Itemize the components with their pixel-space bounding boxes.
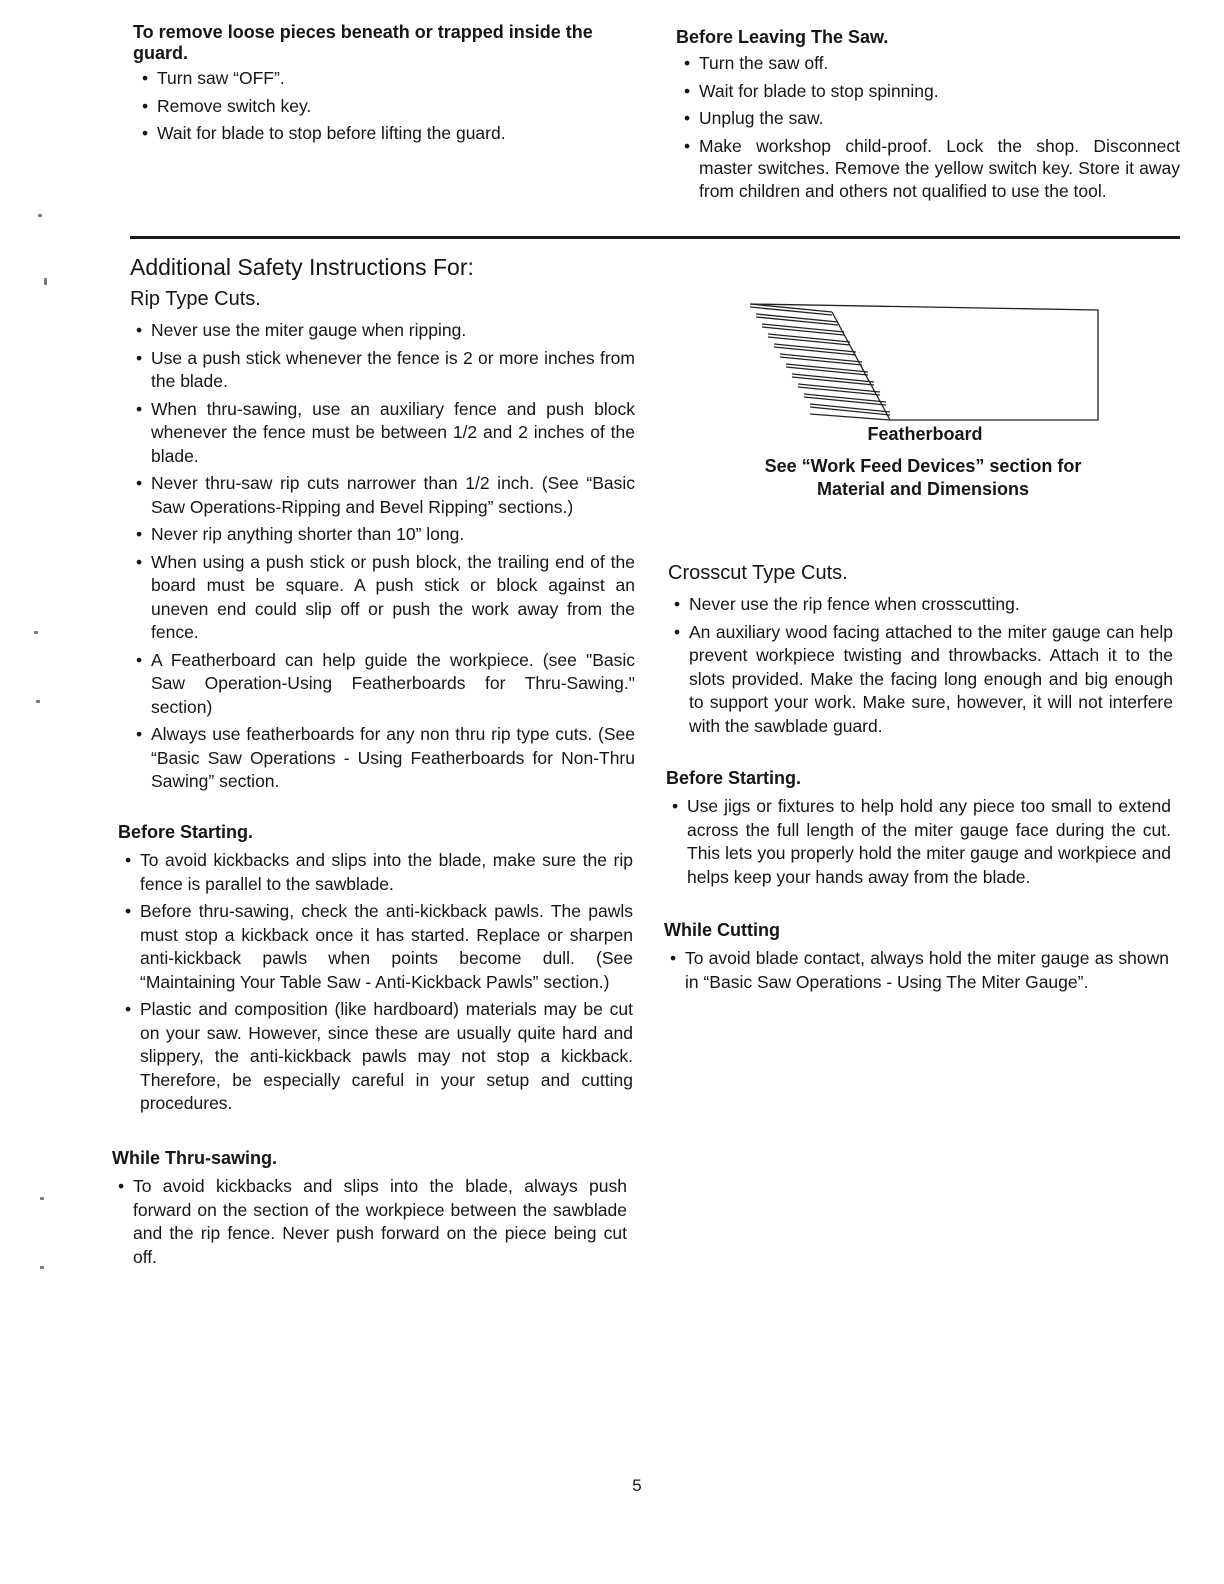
figure-caption-line-2: Material and Dimensions xyxy=(816,479,1030,499)
scan-speck xyxy=(40,1197,44,1200)
list-item: • Wait for blade to stop before lifting the guard. xyxy=(140,122,623,146)
crosscut-while-cutting-section xyxy=(664,920,1169,994)
list-item: • An auxiliary wood facing attached to the miter gauge can help prevent workpiece twisting and throwbacks. Attach it to the slots provided. Make the facing long enough and big enough to support your work. Make sure, however, it will not interfere with the sawblade guard. xyxy=(672,621,1173,739)
loose-pieces-heading: To remove loose pieces beneath or trapped inside the guard. xyxy=(133,22,593,63)
rip-while-thru-sawing-section xyxy=(112,1148,627,1269)
crosscut-before-starting-section xyxy=(666,768,1171,889)
list-item: • Never thru-saw rip cuts narrower than 1/2 inch. (See “Basic Saw Operations-Ripping and Bevel Ripping” sections.) xyxy=(134,472,635,519)
featherboard-illustration xyxy=(740,296,1110,426)
before-leaving-list xyxy=(682,52,1180,202)
scan-speck xyxy=(38,214,42,217)
rip-before-starting-list xyxy=(123,849,633,1116)
rip-before-starting-section xyxy=(118,822,633,1116)
rip-type-cuts-section xyxy=(130,287,635,794)
list-item: • Turn the saw off. xyxy=(682,52,1180,76)
list-item: • Unplug the saw. xyxy=(682,107,1180,131)
featherboard-label: Featherboard xyxy=(867,424,983,444)
additional-safety-heading: Additional Safety Instructions For: xyxy=(130,254,474,280)
top-right-block xyxy=(676,27,1180,202)
list-item: • Never use the rip fence when crosscutting. xyxy=(672,593,1173,617)
crosscut-before-starting-list xyxy=(670,795,1171,889)
list-item: • Never use the miter gauge when ripping. xyxy=(134,319,635,343)
while-cutting-list xyxy=(668,947,1169,994)
loose-pieces-list xyxy=(140,67,623,146)
figure-caption-line-1: See “Work Feed Devices” section for xyxy=(764,456,1082,476)
while-cutting-heading: While Cutting xyxy=(664,920,780,940)
list-item: • Remove switch key. xyxy=(140,95,623,119)
crosscut-type-cuts-section xyxy=(668,561,1173,738)
list-item: • To avoid kickbacks and slips into the blade, always push forward on the section of the workpiece between the sawblade and the rip fence. Never push forward on the piece being cut off. xyxy=(116,1175,627,1269)
list-item: • Make workshop child-proof. Lock the shop. Disconnect master switches. Remove the yellow switch key. Store it away from children and others not qualified to use the tool. xyxy=(682,135,1180,203)
scan-speck xyxy=(40,1266,44,1269)
scan-speck xyxy=(44,278,47,285)
list-item: • Use a push stick whenever the fence is 2 or more inches from the blade. xyxy=(134,347,635,394)
while-thru-sawing-list xyxy=(116,1175,627,1269)
before-leaving-heading: Before Leaving The Saw. xyxy=(676,27,889,47)
crosscut-before-starting-heading: Before Starting. xyxy=(666,768,802,788)
scan-speck xyxy=(36,700,40,703)
list-item: • When using a push stick or push block, the trailing end of the board must be square. A push stick or block against an uneven end could slip off or push the work away from the fence. xyxy=(134,551,635,645)
while-thru-sawing-heading: While Thru-sawing. xyxy=(112,1148,277,1168)
list-item: • Plastic and composition (like hardboard) materials may be cut on your saw. However, since these are usually quite hard and slippery, the anti-kickback pawls may not stop a kickback. Therefore, be especially careful in your setup and cutting procedures. xyxy=(123,998,633,1116)
rip-list xyxy=(134,319,635,794)
list-item: • Always use featherboards for any non thru rip type cuts. (See “Basic Saw Operations - Using Featherboards for Non-Thru Sawing” section. xyxy=(134,723,635,794)
section-divider xyxy=(130,236,1180,239)
list-item: • When thru-sawing, use an auxiliary fence and push block whenever the fence must be between 1/2 and 2 inches of the blade. xyxy=(134,398,635,469)
list-item: • To avoid blade contact, always hold the miter gauge as shown in “Basic Saw Operations - Using The Miter Gauge”. xyxy=(668,947,1169,994)
list-item: • A Featherboard can help guide the workpiece. (see "Basic Saw Operation-Using Featherboards for Thru-Sawing." section) xyxy=(134,649,635,720)
page-number: 5 xyxy=(632,1476,642,1495)
list-item: • Before thru-sawing, check the anti-kickback pawls. The pawls must stop a kickback once it has started. Replace or sharpen anti-kickback pawls when points become dull. (See “Maintaining Your Table Saw - Anti-Kickback Pawls” section.) xyxy=(123,900,633,994)
crosscut-type-cuts-title: Crosscut Type Cuts. xyxy=(668,562,848,584)
top-left-block xyxy=(133,22,623,146)
rip-before-starting-heading: Before Starting. xyxy=(118,822,254,842)
list-item: • Never rip anything shorter than 10” long. xyxy=(134,523,635,547)
list-item: • Turn saw “OFF”. xyxy=(140,67,623,91)
list-item: • Wait for blade to stop spinning. xyxy=(682,80,1180,104)
list-item: • To avoid kickbacks and slips into the blade, make sure the rip fence is parallel to the sawblade. xyxy=(123,849,633,896)
rip-type-cuts-title: Rip Type Cuts. xyxy=(130,288,261,310)
list-item: • Use jigs or fixtures to help hold any piece too small to extend across the full length of the miter gauge face during the cut. This lets you properly hold the miter gauge and workpiece and helps keep your hands away from the blade. xyxy=(670,795,1171,889)
featherboard-figure xyxy=(740,296,1110,436)
crosscut-list xyxy=(672,593,1173,738)
scan-speck xyxy=(34,631,38,634)
